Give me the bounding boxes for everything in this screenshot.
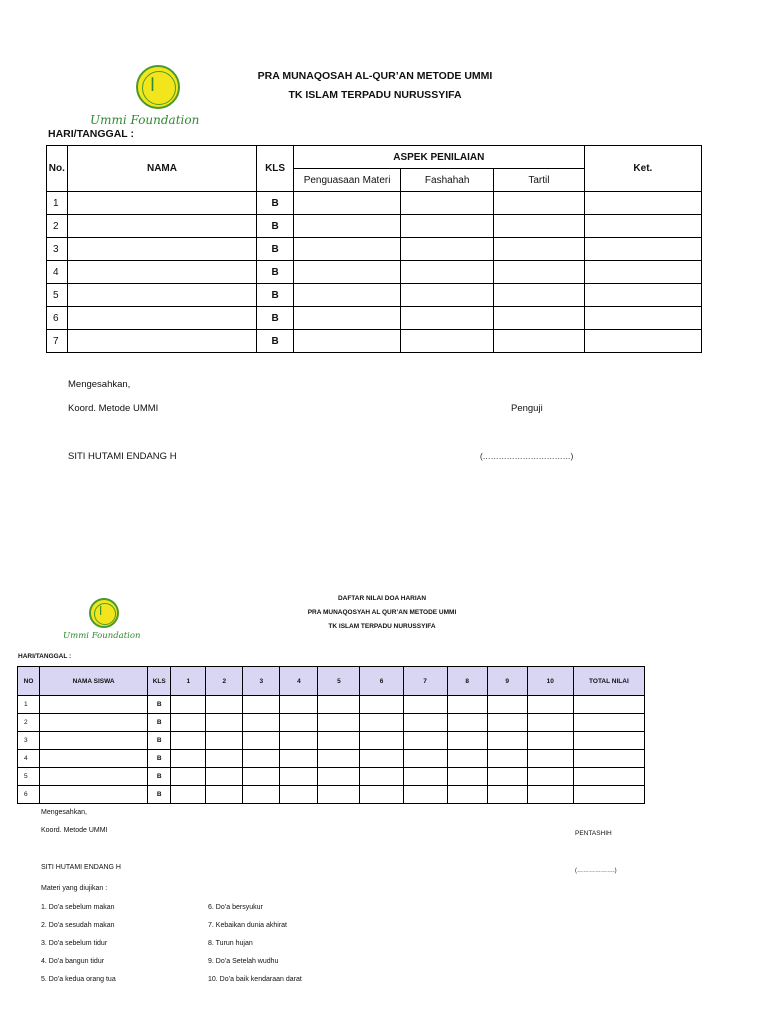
- score-cell[interactable]: [171, 768, 206, 786]
- materi-item: 3. Do’a sebelum tidur: [41, 940, 108, 947]
- score-cell[interactable]: [487, 714, 527, 732]
- score-cell[interactable]: [280, 786, 318, 804]
- header-nama: NAMA: [67, 146, 257, 192]
- table-row: [18, 732, 645, 750]
- score-cell[interactable]: [280, 768, 318, 786]
- table-row: [47, 330, 702, 353]
- tartil-cell[interactable]: [494, 307, 585, 330]
- total-cell[interactable]: [573, 732, 644, 750]
- table-row: [47, 307, 702, 330]
- materi-label: Materi yang diujikan :: [41, 885, 108, 892]
- score-cell[interactable]: [403, 750, 447, 768]
- score-cell[interactable]: [206, 750, 243, 768]
- header-no: NO: [18, 667, 40, 696]
- score-cell[interactable]: [206, 696, 243, 714]
- materi-item: 4. Do’a bangun tidur: [41, 958, 105, 965]
- score-cell[interactable]: [403, 768, 447, 786]
- score-cell[interactable]: [206, 768, 243, 786]
- table-row: [47, 215, 702, 238]
- score-cell[interactable]: [280, 750, 318, 768]
- score-cell[interactable]: [403, 714, 447, 732]
- ket-cell[interactable]: [584, 330, 701, 353]
- mengesahkan-label: Mengesahkan,: [68, 379, 131, 390]
- penguasaan-cell[interactable]: [293, 284, 400, 307]
- score-cell[interactable]: [360, 768, 403, 786]
- ket-cell[interactable]: [584, 215, 701, 238]
- materi-item: 6. Do’a bersyukur: [208, 904, 263, 911]
- total-cell[interactable]: [573, 786, 644, 804]
- header-kls: KLS: [257, 146, 294, 192]
- kls-cell: B: [148, 696, 171, 714]
- header-col-8: 8: [447, 667, 487, 696]
- nama-cell[interactable]: [67, 238, 257, 261]
- signature-blank: (……………………………): [480, 452, 574, 461]
- tartil-cell[interactable]: [494, 261, 585, 284]
- score-cell[interactable]: [487, 786, 527, 804]
- score-cell[interactable]: [206, 714, 243, 732]
- fashahah-cell[interactable]: [401, 307, 494, 330]
- score-cell[interactable]: [280, 732, 318, 750]
- materi-item: 5. Do’a kedua orang tua: [41, 976, 116, 983]
- header-aspek-penilaian: ASPEK PENILAIAN: [293, 146, 584, 169]
- ket-cell[interactable]: [584, 284, 701, 307]
- total-cell[interactable]: [573, 750, 644, 768]
- kls-cell: B: [257, 192, 294, 215]
- row-no: 5: [18, 768, 40, 786]
- score-cell[interactable]: [171, 732, 206, 750]
- score-cell[interactable]: [243, 732, 280, 750]
- row-no: 2: [47, 215, 68, 238]
- total-cell[interactable]: [573, 696, 644, 714]
- score-cell[interactable]: [360, 732, 403, 750]
- score-cell[interactable]: [318, 732, 360, 750]
- materi-item: 7. Kebaikan dunia akhirat: [208, 922, 287, 929]
- section2-title-line2: PRA MUNAQOSYAH AL QUR’AN METODE UMMI: [307, 609, 457, 616]
- materi-item: 2. Do’a sesudah makan: [41, 922, 115, 929]
- penguji-label: Penguji: [511, 403, 543, 414]
- total-cell[interactable]: [573, 768, 644, 786]
- section2-title-line1: DAFTAR NILAI DOA HARIAN: [337, 595, 427, 602]
- header-col-7: 7: [403, 667, 447, 696]
- nama-cell[interactable]: [40, 696, 148, 714]
- score-cell[interactable]: [447, 714, 487, 732]
- row-no: 6: [18, 786, 40, 804]
- logo-emblem-icon: ا: [136, 65, 180, 109]
- score-cell[interactable]: [527, 786, 573, 804]
- score-cell[interactable]: [403, 732, 447, 750]
- nama-cell[interactable]: [67, 261, 257, 284]
- fashahah-cell[interactable]: [401, 192, 494, 215]
- kls-cell: B: [257, 307, 294, 330]
- score-cell[interactable]: [527, 732, 573, 750]
- score-cell[interactable]: [171, 696, 206, 714]
- table-row: [47, 192, 702, 215]
- logo-text: Ummi Foundation: [63, 631, 141, 641]
- materi-item: 1. Do’a sebelum makan: [41, 904, 115, 911]
- kls-cell: B: [257, 284, 294, 307]
- penguasaan-cell[interactable]: [293, 330, 400, 353]
- score-cell[interactable]: [447, 786, 487, 804]
- header-fashahah: Fashahah: [401, 169, 494, 192]
- penguasaan-cell[interactable]: [293, 261, 400, 284]
- pentashih-label: PENTASHIH: [575, 830, 612, 837]
- kls-cell: B: [148, 750, 171, 768]
- header-col-3: 3: [243, 667, 280, 696]
- table-row: [47, 238, 702, 261]
- header-col-6: 6: [360, 667, 403, 696]
- score-cell[interactable]: [206, 786, 243, 804]
- score-cell[interactable]: [527, 696, 573, 714]
- row-no: 4: [18, 750, 40, 768]
- table-row: [47, 261, 702, 284]
- nama-cell[interactable]: [67, 330, 257, 353]
- ket-cell[interactable]: [584, 261, 701, 284]
- header-col-9: 9: [487, 667, 527, 696]
- signature-blank: (……………….): [575, 868, 617, 874]
- nama-cell[interactable]: [67, 192, 257, 215]
- score-cell[interactable]: [243, 750, 280, 768]
- score-cell[interactable]: [243, 786, 280, 804]
- row-no: 2: [18, 714, 40, 732]
- penguasaan-cell[interactable]: [293, 238, 400, 261]
- header-col-1: 1: [171, 667, 206, 696]
- penguasaan-cell[interactable]: [293, 307, 400, 330]
- score-cell[interactable]: [171, 786, 206, 804]
- materi-item: 8. Turun hujan: [208, 940, 253, 947]
- row-no: 4: [47, 261, 68, 284]
- header-penguasaan-materi: Penguasaan Materi: [293, 169, 400, 192]
- header-kls: KLS: [148, 667, 171, 696]
- score-cell[interactable]: [527, 750, 573, 768]
- score-cell[interactable]: [243, 714, 280, 732]
- score-cell[interactable]: [360, 696, 403, 714]
- score-cell[interactable]: [318, 768, 360, 786]
- materi-item: 10. Do’a baik kendaraan darat: [208, 976, 302, 983]
- score-cell[interactable]: [447, 696, 487, 714]
- logo-emblem-icon: ا: [89, 598, 119, 628]
- header-tartil: Tartil: [494, 169, 585, 192]
- penguasaan-cell[interactable]: [293, 192, 400, 215]
- penguasaan-cell[interactable]: [293, 215, 400, 238]
- assessment-table: [46, 145, 702, 353]
- table-row: [18, 768, 645, 786]
- nama-cell[interactable]: [40, 768, 148, 786]
- section1-title-line2: TK ISLAM TERPADU NURUSSYIFA: [288, 89, 462, 101]
- kls-cell: B: [148, 768, 171, 786]
- nama-cell[interactable]: [40, 786, 148, 804]
- score-cell[interactable]: [318, 714, 360, 732]
- row-no: 3: [47, 238, 68, 261]
- row-no: 1: [18, 696, 40, 714]
- kls-cell: B: [257, 215, 294, 238]
- row-no: 6: [47, 307, 68, 330]
- header-no: No.: [47, 146, 68, 192]
- kls-cell: B: [148, 714, 171, 732]
- ummi-logo: [90, 62, 212, 128]
- score-cell[interactable]: [171, 714, 206, 732]
- section1-date-label: HARI/TANGGAL :: [48, 128, 134, 140]
- fashahah-cell[interactable]: [401, 238, 494, 261]
- score-cell[interactable]: [360, 714, 403, 732]
- section2-title-line3: TK ISLAM TERPADU NURUSSYIFA: [328, 623, 436, 630]
- fashahah-cell[interactable]: [401, 261, 494, 284]
- score-cell[interactable]: [318, 786, 360, 804]
- materi-item: 9. Do’a Setelah wudhu: [208, 958, 279, 965]
- doa-score-table: [17, 666, 645, 804]
- kls-cell: B: [148, 786, 171, 804]
- header-col-5: 5: [318, 667, 360, 696]
- coordinator-name: SITI HUTAMI ENDANG H: [41, 864, 121, 871]
- coordinator-name: SITI HUTAMI ENDANG H: [68, 451, 177, 462]
- score-cell[interactable]: [171, 750, 206, 768]
- row-no: 7: [47, 330, 68, 353]
- header-col-10: 10: [527, 667, 573, 696]
- fashahah-cell[interactable]: [401, 215, 494, 238]
- score-cell[interactable]: [243, 768, 280, 786]
- tartil-cell[interactable]: [494, 215, 585, 238]
- table-row: [18, 750, 645, 768]
- table-row: [18, 786, 645, 804]
- score-cell[interactable]: [318, 696, 360, 714]
- koord-label: Koord. Metode UMMI: [68, 403, 159, 414]
- fashahah-cell[interactable]: [401, 284, 494, 307]
- tartil-cell[interactable]: [494, 330, 585, 353]
- koord-label: Koord. Metode UMMI: [41, 827, 108, 834]
- total-cell[interactable]: [573, 714, 644, 732]
- header-ket: Ket.: [584, 146, 701, 192]
- header-col-4: 4: [280, 667, 318, 696]
- score-cell[interactable]: [360, 786, 403, 804]
- header-total-nilai: TOTAL NILAI: [573, 667, 644, 696]
- score-cell[interactable]: [487, 732, 527, 750]
- score-cell[interactable]: [243, 696, 280, 714]
- fashahah-cell[interactable]: [401, 330, 494, 353]
- section2-date-label: HARI/TANGGAL :: [18, 653, 72, 660]
- table-row: [18, 696, 645, 714]
- score-cell[interactable]: [447, 732, 487, 750]
- score-cell[interactable]: [206, 732, 243, 750]
- score-cell[interactable]: [527, 768, 573, 786]
- table-row: [47, 284, 702, 307]
- ket-cell[interactable]: [584, 307, 701, 330]
- nama-cell[interactable]: [67, 215, 257, 238]
- ket-cell[interactable]: [584, 192, 701, 215]
- kls-cell: B: [257, 330, 294, 353]
- tartil-cell[interactable]: [494, 192, 585, 215]
- nama-cell[interactable]: [40, 732, 148, 750]
- header-col-2: 2: [206, 667, 243, 696]
- nama-cell[interactable]: [67, 307, 257, 330]
- logo-text: Ummi Foundation: [90, 113, 200, 127]
- table-row: [18, 714, 645, 732]
- score-cell[interactable]: [447, 750, 487, 768]
- tartil-cell[interactable]: [494, 238, 585, 261]
- ket-cell[interactable]: [584, 238, 701, 261]
- score-cell[interactable]: [280, 696, 318, 714]
- score-cell[interactable]: [487, 696, 527, 714]
- score-cell[interactable]: [318, 750, 360, 768]
- section1-title-line1: PRA MUNAQOSAH AL-QUR’AN METODE UMMI: [257, 70, 493, 82]
- score-cell[interactable]: [403, 786, 447, 804]
- mengesahkan-label: Mengesahkan,: [41, 809, 87, 816]
- header-nama-siswa: NAMA SISWA: [40, 667, 148, 696]
- score-cell[interactable]: [280, 714, 318, 732]
- score-cell[interactable]: [487, 768, 527, 786]
- score-cell[interactable]: [487, 750, 527, 768]
- score-cell[interactable]: [360, 750, 403, 768]
- score-cell[interactable]: [527, 714, 573, 732]
- score-cell[interactable]: [403, 696, 447, 714]
- row-no: 5: [47, 284, 68, 307]
- kls-cell: B: [257, 238, 294, 261]
- nama-cell[interactable]: [40, 714, 148, 732]
- kls-cell: B: [148, 732, 171, 750]
- row-no: 1: [47, 192, 68, 215]
- nama-cell[interactable]: [40, 750, 148, 768]
- row-no: 3: [18, 732, 40, 750]
- tartil-cell[interactable]: [494, 284, 585, 307]
- nama-cell[interactable]: [67, 284, 257, 307]
- ummi-logo-small: [63, 597, 147, 645]
- score-cell[interactable]: [447, 768, 487, 786]
- kls-cell: B: [257, 261, 294, 284]
